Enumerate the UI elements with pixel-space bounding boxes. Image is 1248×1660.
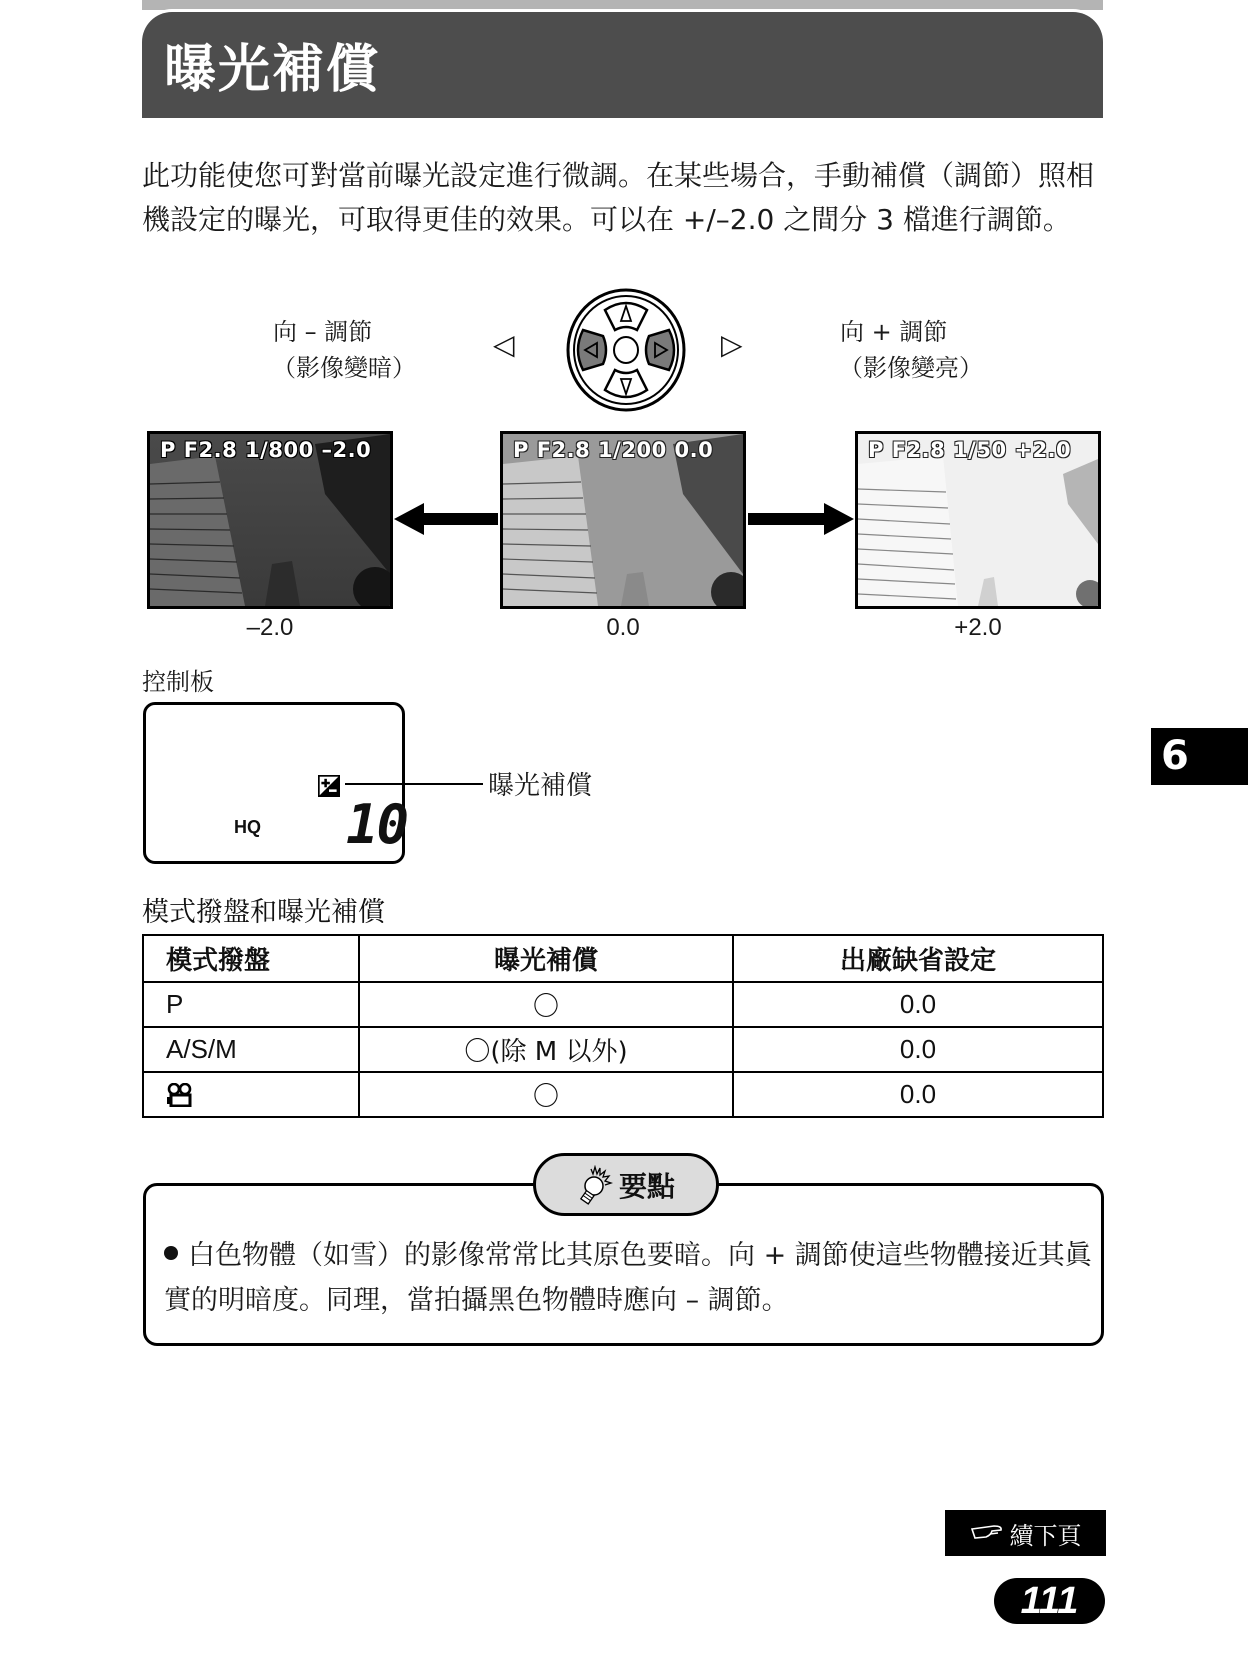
page-number: 111 bbox=[994, 1578, 1105, 1624]
photo-normal bbox=[500, 431, 746, 609]
plus-direction-note: （影像變亮） bbox=[839, 354, 983, 382]
default-cell: 0.0 bbox=[733, 982, 1103, 1027]
compensation-cell: 〇(除 M 以外) bbox=[359, 1027, 733, 1072]
mode-cell: A/S/M bbox=[143, 1027, 359, 1072]
default-cell: 0.0 bbox=[733, 1072, 1103, 1117]
header-top-band bbox=[142, 0, 1103, 10]
photo-hud-normal: P F2.8 1/200 0.0 bbox=[513, 438, 714, 462]
mode-table bbox=[142, 934, 1104, 1118]
lightbulb-icon bbox=[577, 1165, 613, 1205]
photo-plus bbox=[855, 431, 1101, 609]
continue-next-page[interactable] bbox=[945, 1510, 1106, 1556]
quality-indicator: HQ bbox=[234, 817, 261, 837]
table-header-row bbox=[143, 935, 1103, 982]
table-row bbox=[143, 982, 1103, 1027]
tip-badge-label: 要點 bbox=[618, 1169, 675, 1203]
compensation-cell: 〇 bbox=[359, 982, 733, 1027]
tip-badge bbox=[533, 1153, 719, 1216]
intro-paragraph: 此功能使您可對當前曝光設定進行微調。在某些場合，手動補償（調節）照相機設定的曝光，可取得更佳的效果。可以在 +/–2.0 之間分 3 檔進行調節。 bbox=[142, 159, 1095, 236]
callout-line bbox=[345, 783, 483, 785]
column-header: 模式撥盤 bbox=[143, 935, 359, 982]
minus-direction-note: （影像變暗） bbox=[272, 354, 416, 382]
bullet-icon bbox=[164, 1246, 178, 1260]
photo-caption-plus: +2.0 bbox=[954, 614, 1002, 641]
mode-cell: P bbox=[143, 982, 359, 1027]
arrow-left-icon bbox=[394, 503, 498, 535]
compensation-cell: 〇 bbox=[359, 1072, 733, 1117]
table-row bbox=[143, 1072, 1103, 1117]
mode-cell bbox=[143, 1072, 359, 1117]
table-title: 模式撥盤和曝光補償 bbox=[142, 897, 385, 928]
minus-direction-label: 向 – 調節 bbox=[273, 318, 373, 346]
pointing-hand-icon bbox=[970, 1523, 1004, 1543]
right-triangle-icon: ▷ bbox=[721, 328, 743, 361]
left-triangle-icon: ◁ bbox=[493, 328, 515, 361]
photo-hud-minus: P F2.8 1/800 –2.0 bbox=[160, 438, 372, 462]
control-panel-label: 控制板 bbox=[142, 668, 214, 696]
page-title: 曝光補償 bbox=[164, 40, 381, 100]
tip-text bbox=[164, 1233, 1094, 1323]
movie-icon bbox=[166, 1083, 192, 1107]
photo-caption-minus: –2.0 bbox=[246, 614, 294, 641]
photo-minus bbox=[147, 431, 393, 609]
tip-body: 白色物體（如雪）的影像常常比其原色要暗。向 + 調節使這些物體接近其眞實的明暗度。同理，當拍攝黑色物體時應向 – 調節。 bbox=[164, 1240, 1092, 1316]
callout-label: 曝光補償 bbox=[488, 771, 593, 801]
photo-hud-plus: P F2.8 1/50 +2.0 bbox=[868, 438, 1072, 462]
exposure-compensation-icon bbox=[318, 775, 340, 797]
continue-label: 續下頁 bbox=[1009, 1521, 1082, 1550]
column-header: 出廠缺省設定 bbox=[733, 935, 1103, 982]
arrow-pad-icon bbox=[565, 288, 687, 412]
table-row bbox=[143, 1027, 1103, 1072]
column-header: 曝光補償 bbox=[359, 935, 733, 982]
frames-remaining: 10 bbox=[346, 793, 408, 856]
plus-direction-label: 向 + 調節 bbox=[840, 318, 948, 346]
default-cell: 0.0 bbox=[733, 1027, 1103, 1072]
arrow-right-icon bbox=[748, 503, 854, 535]
photo-caption-normal: 0.0 bbox=[606, 614, 640, 641]
chapter-tab[interactable]: 6 bbox=[1151, 728, 1248, 785]
